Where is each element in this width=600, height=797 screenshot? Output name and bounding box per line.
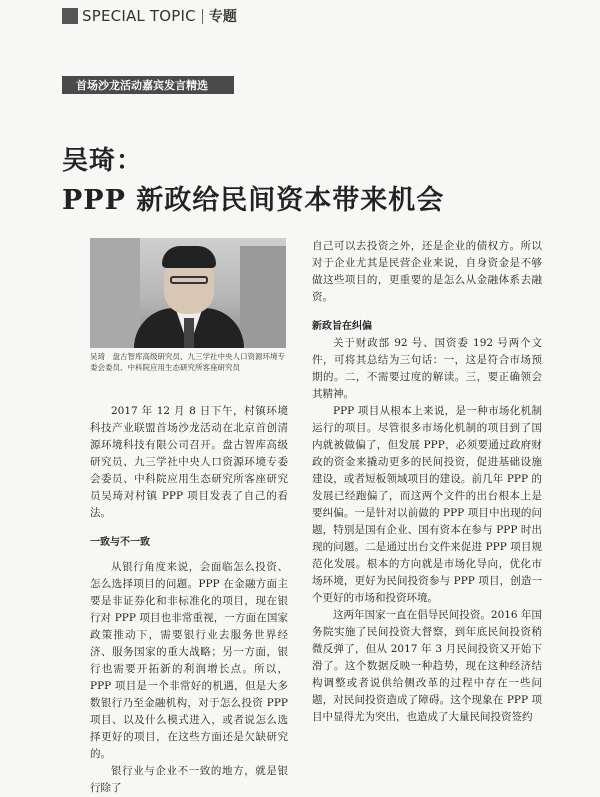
section-divider xyxy=(202,9,203,24)
subheading: 一致与不一致 xyxy=(90,537,150,548)
subheading: 新政旨在纠偏 xyxy=(312,321,372,332)
speaker-photo xyxy=(90,238,286,348)
right-column xyxy=(312,238,542,726)
section-header xyxy=(62,6,237,26)
paragraph: 自己可以去投资之外，还是企业的债权方。所以对于企业尤其是民营企业来说，自身资金是不够做这些项目的，更重要的是怎么从金融体系去融资。 xyxy=(312,240,542,303)
paragraph: 关于财政部 92 号、国资委 192 号两个文件，可将其总结为三句话：一，这是符合市场预期的。二，不需要过度的解读。三，要正确领会其精神。 xyxy=(312,337,542,400)
photo-background-left xyxy=(90,238,140,348)
section-title-en: SPECIAL TOPIC xyxy=(82,7,196,25)
section-square-icon xyxy=(62,8,78,24)
paragraph: 这两年国家一直在倡导民间投资。2016 年国务院实施了民间投资大督察，到年底民间投资稍微反弹了，但从 2017 年 3 月民间投资又开始下滑了。这个数据反映一种趋势，现在这种经济结构调整或者说供给侧改革的过程中存在一些问题，对民间投资造成了障碍。这个现象在 PPP 项目中显得尤为突出，也造成了大量民间投资签约 xyxy=(312,609,542,723)
paragraph: PPP 项目从根本上来说，是一种市场化机制运行的项目。尽管很多市场化机制的项目到了国内就被做偏了，但发展 PPP，必须要通过政府财政的资金来撬动更多的民间投资，促进基础设施建设，或者短板领域项目的建设。前几年 PPP 的发展已经跑偏了，而这两个文件的出台根本上是要纠偏。一是针对以前做的 PPP 项目中出现的问题，特别是国有企业、国有资本在参与 PPP 时出现的问题。二是通过出台文件来促进 PPP 项目规范化发展。根本的方向就是市场化导向，优化市场环境，更好为民间投资参与 PPP 项目，创造一个更好的市场和投资环境。 xyxy=(312,405,542,604)
photo-glasses xyxy=(170,276,208,284)
paragraph: 从银行角度来说，会面临怎么投资、怎么选择项目的问题。PPP 在金融方面主要是非证券化和非标准化的项目，现在银行对 PPP 项目也非常重视，一方面在国家政策推动下，需要银行业去服务世界经济、服务国家的重大战略；另一方面，银行也需要开拓新的利润增长点。所以，PPP 项目是一个非常好的机遇，但是大多数银行乃至金融机构，对于怎么投资 PPP 项目、以及什么模式进入，或者说怎么选择更好的项目，在这些方面还是欠缺研究的。 xyxy=(90,561,288,760)
left-column xyxy=(90,403,288,797)
paragraph: 2017 年 12 月 8 日下午，村镇环境科技产业联盟首场沙龙活动在北京首创清源环境科技有限公司召开。盘古智库高级研究员、九三学社中央人口资源环境专委会委员、中科院应用生态研究所客座研究员吴琦对村镇 PPP 项目发表了自己的看法。 xyxy=(90,405,288,519)
section-title-zh: 专题 xyxy=(208,9,237,25)
photo-hair xyxy=(162,246,216,268)
speaker-name: 吴琦： xyxy=(62,146,144,176)
article-headline: PPP 新政给民间资本带来机会 xyxy=(62,185,445,216)
photo-background-right xyxy=(240,246,286,348)
photo-caption: 吴琦 盘古智库高级研究员、九三学社中央人口资源环境专委会委员、中科院应用生态研究所客座研究员 xyxy=(90,352,285,372)
paragraph: 银行业与企业不一致的地方，就是银行除了 xyxy=(90,765,288,794)
photo-tie xyxy=(184,318,194,348)
topic-banner: 首场沙龙活动嘉宾发言精选 xyxy=(62,76,234,94)
